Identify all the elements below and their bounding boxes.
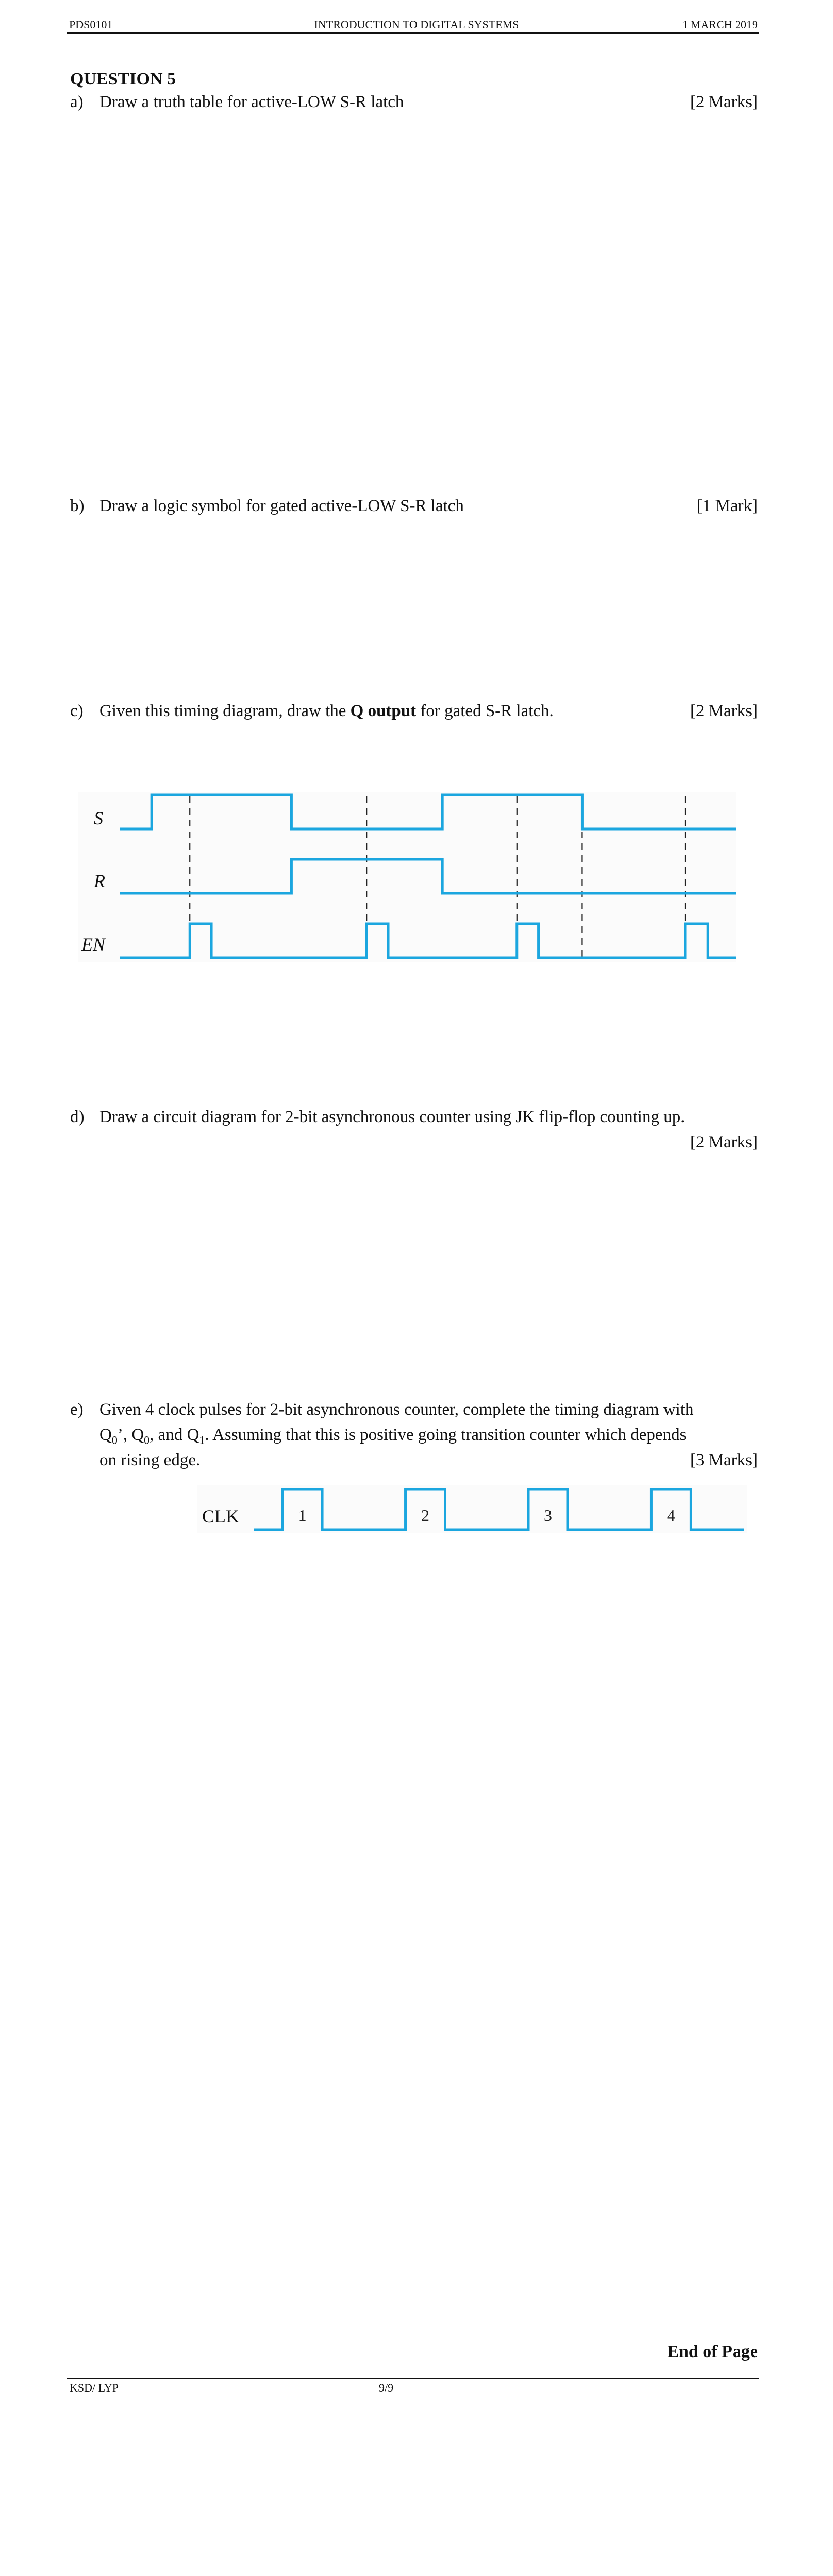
part-e-line1: Given 4 clock pulses for 2-bit asynchronous counter, complete the timing diagram with	[99, 1400, 694, 1419]
end-of-page: End of Page	[667, 2342, 758, 2361]
question-title: QUESTION 5	[70, 70, 176, 89]
part-b-label: b)	[70, 497, 85, 515]
q-symbol: , and Q	[149, 1426, 199, 1444]
part-b-marks: [1 Mark]	[696, 497, 758, 515]
sr-timing-diagram	[77, 791, 742, 964]
part-d-marks: [2 Marks]	[690, 1133, 758, 1151]
part-d-label: d)	[70, 1108, 85, 1126]
part-e-line3: on rising edge.	[99, 1451, 201, 1469]
clk-pulse-number-1: 1	[298, 1506, 307, 1524]
subscript-1: 1	[199, 1433, 205, 1447]
clk-timing-diagram	[196, 1484, 749, 1535]
clk-diagram-background	[197, 1485, 747, 1533]
part-c-label: c)	[70, 702, 84, 720]
signal-label-s: S	[94, 808, 103, 828]
clk-pulse-number-2: 2	[421, 1506, 430, 1524]
part-b-text: Draw a logic symbol for gated active-LOW S-R latch	[99, 497, 464, 515]
part-a-text: Draw a truth table for active-LOW S-R latch	[99, 93, 404, 111]
clk-label: CLK	[202, 1506, 239, 1527]
q-symbol: ’, Q	[117, 1426, 144, 1444]
course-code: PDS0101	[69, 18, 113, 31]
signal-label-r: R	[94, 871, 105, 891]
part-e-line2	[99, 1426, 686, 1450]
part-c-text-bold: Q output	[350, 702, 416, 720]
sr-diagram-background	[78, 792, 736, 962]
header-rule	[67, 32, 759, 34]
part-c-text-after: for gated S-R latch.	[416, 702, 554, 720]
part-a-label: a)	[70, 93, 84, 111]
subscript-0: 0	[111, 1433, 118, 1447]
footer-initials: KSD/ LYP	[70, 2381, 119, 2394]
clk-pulse-number-3: 3	[544, 1506, 552, 1524]
clk-pulse-number-4: 4	[667, 1506, 675, 1524]
footer-page-number: 9/9	[379, 2381, 394, 2394]
course-title: INTRODUCTION TO DIGITAL SYSTEMS	[314, 18, 519, 31]
part-a-marks: [2 Marks]	[690, 93, 758, 111]
part-d-text: Draw a circuit diagram for 2-bit asynchronous counter using JK flip-flop counting up.	[99, 1108, 685, 1126]
footer-rule	[67, 2378, 759, 2379]
part-e-label: e)	[70, 1400, 84, 1419]
part-c-marks: [2 Marks]	[690, 702, 758, 720]
subscript-0: 0	[144, 1433, 150, 1447]
exam-date: 1 MARCH 2019	[682, 18, 758, 31]
part-c-text-before: Given this timing diagram, draw the	[99, 702, 351, 720]
part-e-marks: [3 Marks]	[690, 1451, 758, 1469]
q-symbol: Q	[99, 1426, 112, 1444]
signal-label-en: EN	[81, 934, 106, 955]
part-c-text	[99, 702, 554, 720]
part-e-line2-rest: . Assuming that this is positive going transition counter which depends	[205, 1426, 687, 1444]
